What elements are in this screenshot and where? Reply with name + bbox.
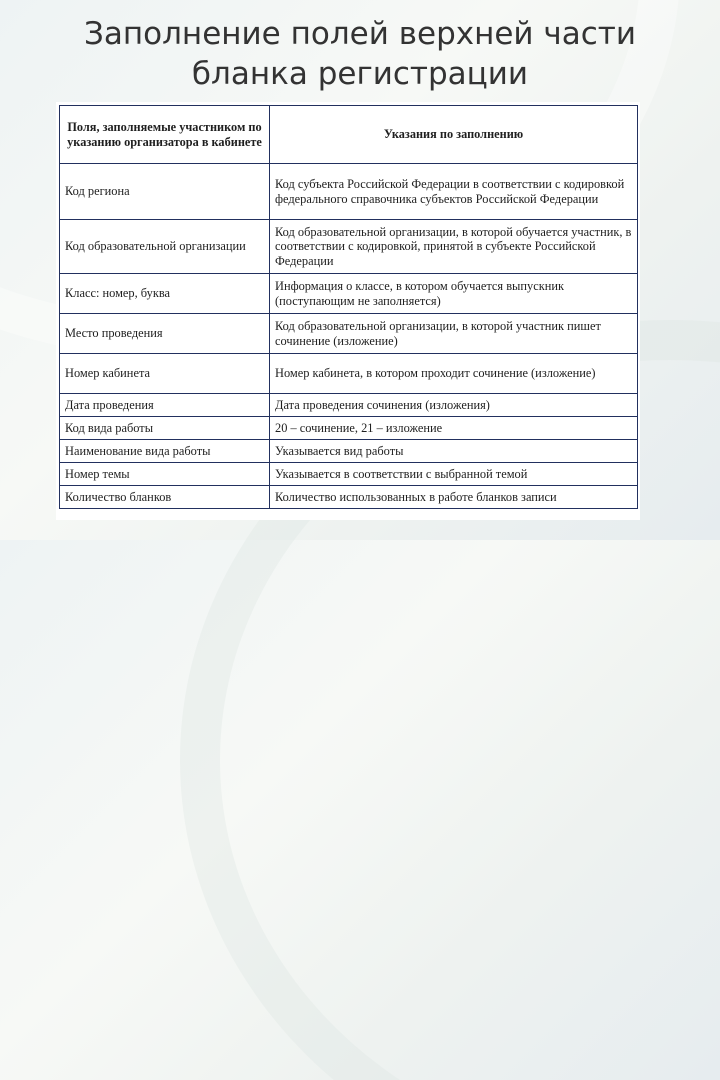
field-instruction: Дата проведения сочинения (изложения) [270,394,638,417]
field-instruction: Код образовательной организации, в которой обучается участник, в соответствии с кодировкой, принятой в субъекте Российской Федерации [270,220,638,274]
table-row [60,314,638,354]
field-name: Наименование вида работы [60,440,270,463]
field-instruction: 20 – сочинение, 21 – изложение [270,417,638,440]
field-name: Класс: номер, буква [60,274,270,314]
header-fields: Поля, заполняемые участником по указанию организатора в кабинете [60,106,270,164]
table-row [60,440,638,463]
table-row [60,463,638,486]
table-row [60,220,638,274]
field-instruction: Код субъекта Российской Федерации в соответствии с кодировкой федерального справочника субъектов Российской Федерации [270,164,638,220]
field-name: Количество бланков [60,486,270,509]
field-name: Код вида работы [60,417,270,440]
table-header-row [60,106,638,164]
table-row [60,417,638,440]
field-name: Номер кабинета [60,354,270,394]
table-row [60,164,638,220]
scanned-document [56,102,640,520]
table-row [60,354,638,394]
field-instruction: Указывается в соответствии с выбранной темой [270,463,638,486]
field-instruction: Код образовательной организации, в которой участник пишет сочинение (изложение) [270,314,638,354]
field-name: Номер темы [60,463,270,486]
table-row [60,274,638,314]
field-instruction: Количество использованных в работе бланков записи [270,486,638,509]
field-instruction: Указывается вид работы [270,440,638,463]
fields-table [59,105,638,509]
field-name: Код региона [60,164,270,220]
table-row [60,394,638,417]
title-line-1: Заполнение полей верхней части [84,16,636,52]
field-name: Код образовательной организации [60,220,270,274]
table-row [60,486,638,509]
field-name: Место проведения [60,314,270,354]
field-name: Дата проведения [60,394,270,417]
slide-title [0,14,720,94]
field-instruction: Номер кабинета, в котором проходит сочинение (изложение) [270,354,638,394]
field-instruction: Информация о классе, в котором обучается выпускник (поступающим не заполняется) [270,274,638,314]
header-instructions: Указания по заполнению [270,106,638,164]
title-line-2: бланка регистрации [191,56,529,92]
